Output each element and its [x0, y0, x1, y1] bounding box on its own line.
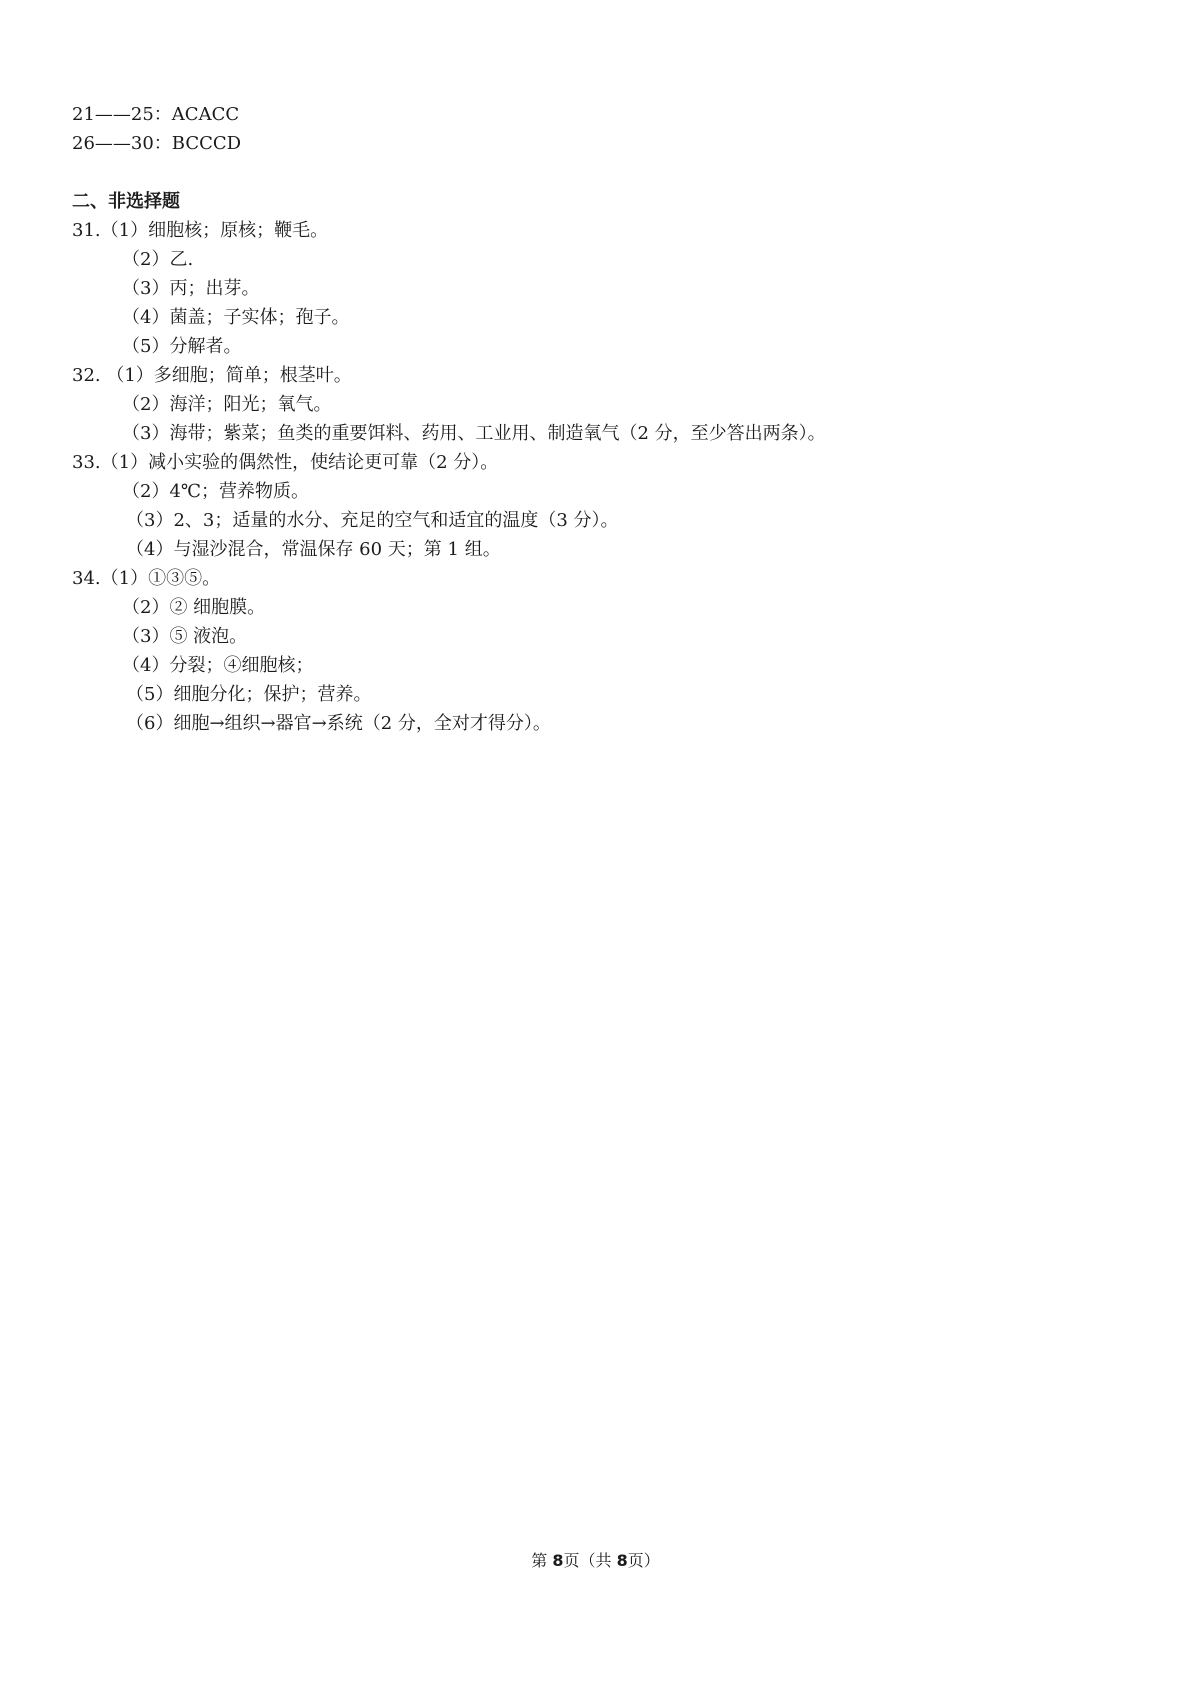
mc-answers-21-25: 21——25：ACACC [72, 104, 240, 125]
q34-part2: （2）② 细胞膜。 [122, 597, 266, 618]
q31-part2: （2）乙. [122, 249, 194, 270]
q32-part1: 32. （1）多细胞；简单；根茎叶。 [72, 365, 352, 386]
q34-part5: （5）细胞分化；保护；营养。 [126, 684, 372, 705]
q32-part2: （2）海洋；阳光；氧气。 [122, 394, 332, 415]
footer-page-number: 8 [552, 1551, 564, 1570]
q34-part4: （4）分裂；④细胞核； [122, 655, 314, 676]
q33-part3: （3）2、3；适量的水分、充足的空气和适宜的温度（3 分）。 [126, 510, 619, 531]
q33-part1: 33.（1）减小实验的偶然性，使结论更可靠（2 分）。 [72, 452, 499, 473]
q31-part1: 31.（1）细胞核；原核；鞭毛。 [72, 220, 329, 241]
q31-part4: （4）菌盖；子实体；孢子。 [122, 307, 350, 328]
footer-prefix: 第 [531, 1551, 553, 1570]
q31-part3: （3）丙；出芽。 [122, 278, 260, 299]
q33-part4: （4）与湿沙混合，常温保存 60 天；第 1 组。 [126, 539, 501, 560]
q34-part3: （3）⑤ 液泡。 [122, 626, 248, 647]
q31-part5: （5）分解者。 [122, 336, 242, 357]
mc-answers-26-30: 26——30：BCCCD [72, 133, 242, 154]
q34-part1: 34.（1）①③⑤。 [72, 568, 221, 589]
q32-part3: （3）海带；紫菜；鱼类的重要饵料、药用、工业用、制造氧气（2 分，至少答出两条）。 [122, 423, 826, 444]
page-footer [0, 1550, 1191, 1572]
footer-total-pages: 8 [616, 1551, 628, 1570]
q33-part2: （2）4℃；营养物质。 [122, 481, 310, 502]
footer-suffix: 页） [627, 1551, 660, 1570]
q34-part6: （6）细胞→组织→器官→系统（2 分，全对才得分）。 [126, 713, 551, 734]
section-title: 二、非选择题 [72, 191, 180, 212]
footer-middle: 页（共 [563, 1551, 617, 1570]
